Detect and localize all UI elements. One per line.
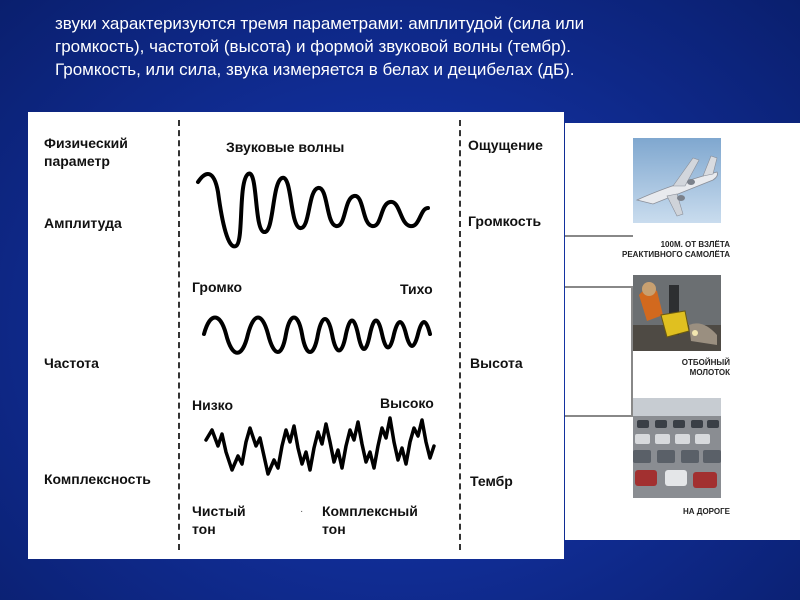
divider-line — [565, 286, 633, 288]
divider-line — [565, 235, 633, 237]
row-loudness-label: Громкость — [468, 213, 542, 229]
divider-line — [565, 415, 633, 417]
row-frequency-label: Частота — [44, 355, 99, 371]
header-line: Физический — [44, 135, 128, 151]
label-high: Высоко — [380, 395, 434, 411]
sound-parameters-diagram — [28, 112, 564, 559]
label-line: тон — [192, 521, 216, 537]
slide-text — [55, 12, 775, 81]
row-complexity-label: Комплексность — [44, 471, 151, 487]
label-low: Низко — [192, 397, 234, 413]
row-pitch-label: Высота — [470, 355, 523, 371]
label-line: Чистый — [192, 503, 246, 519]
airplane-caption — [580, 240, 730, 260]
label-loud: Громко — [192, 279, 243, 295]
header-sensation: Ощущение — [468, 137, 543, 153]
row-amplitude-label: Амплитуда — [44, 215, 122, 231]
stray-mark: · — [300, 506, 304, 517]
caption-line: НА ДОРОГЕ — [682, 507, 730, 516]
header-sound-waves: Звуковые волны — [226, 139, 345, 155]
traffic-photo — [633, 398, 721, 498]
traffic-caption — [580, 507, 730, 517]
slide-text-line: звуки характеризуются тремя параметрами: амплитудой (сила или — [55, 14, 585, 33]
caption-line: РЕАКТИВНОГО САМОЛЁТА — [622, 250, 730, 259]
frequency-wave — [204, 318, 430, 353]
jackhammer-photo — [633, 275, 721, 351]
divider-line — [631, 286, 633, 417]
header-line: параметр — [44, 153, 110, 169]
label-line: Комплексный — [322, 503, 418, 519]
caption-line: МОЛОТОК — [689, 368, 730, 377]
airplane-photo — [633, 138, 721, 223]
label-quiet: Тихо — [400, 281, 433, 297]
complex-wave — [206, 418, 434, 474]
jackhammer-caption — [580, 358, 730, 378]
caption-line: 100М. ОТ ВЗЛЁТА — [660, 240, 730, 249]
slide-text-line: громкость), частотой (высота) и формой звуковой волны (тембр). — [55, 37, 571, 56]
noise-examples-panel — [565, 123, 800, 540]
slide-text-line: Громкость, или сила, звука измеряется в белах и децибелах (дБ). — [55, 60, 575, 79]
amplitude-wave — [198, 174, 428, 247]
caption-line: ОТБОЙНЫЙ — [681, 358, 730, 367]
row-timbre-label: Тембр — [470, 473, 513, 489]
label-line: тон — [322, 521, 346, 537]
